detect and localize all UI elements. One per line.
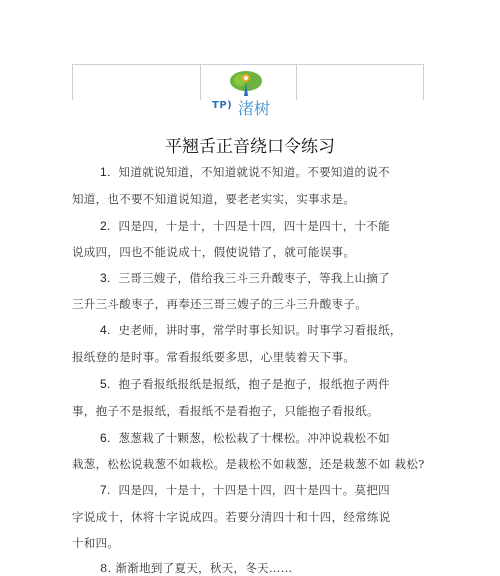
item-7-line2: 字说成十，休将十字说成四。若要分清四十和十四，经常练说 bbox=[72, 510, 391, 524]
item-4-line1 bbox=[72, 322, 460, 338]
item-3-line1 bbox=[72, 270, 460, 286]
item-text: 三哥三嫂子，借给我三斗三升酸枣子，等我上山摘了 bbox=[118, 271, 390, 285]
item-2-line2: 说成四，四也不能说成十，假使说错了，就可能误事。 bbox=[72, 245, 356, 259]
header-divider bbox=[200, 65, 201, 100]
item-number: 3. bbox=[100, 271, 111, 285]
item-6-line2: 栽葱，松松说栽葱不如栽松。是栽松不如栽葱，还是栽葱不如 栽松? bbox=[72, 457, 425, 471]
logo-tp-text: TP) bbox=[212, 100, 233, 111]
item-1-line2: 知道，也不要不知道说知道，要老老实实，实事求是。 bbox=[72, 192, 356, 206]
item-number: 7. bbox=[100, 483, 111, 497]
item-text: 葱葱栽了十颗葱，松松栽了十棵松。冲冲说栽松不如 bbox=[118, 431, 390, 445]
item-7-line1 bbox=[72, 482, 460, 498]
item-number: 5. bbox=[100, 377, 111, 391]
item-number: 2. bbox=[100, 219, 111, 233]
item-number: 4. bbox=[100, 323, 111, 337]
item-6-line1 bbox=[72, 430, 460, 446]
logo-name-text: 渚树 bbox=[238, 99, 271, 118]
item-text: 四是四，十是十，十四是十四，四十是四十。莫把四 bbox=[118, 483, 390, 497]
item-text: 抱子看报纸报纸是报纸，抱子是抱子，报纸抱子两件 bbox=[118, 377, 390, 391]
item-text: 四是四，十是十，十四是十四，四十是四十，十不能 bbox=[118, 219, 390, 233]
item-text: 史老师，讲时事，常学时事长知识。时事学习看报纸， bbox=[118, 323, 402, 337]
tree-logo-icon bbox=[228, 70, 264, 98]
header-divider bbox=[296, 65, 297, 100]
item-1-line1 bbox=[72, 164, 460, 180]
item-number: 6. bbox=[100, 431, 111, 445]
logo bbox=[212, 70, 282, 118]
item-number: 1. bbox=[100, 165, 111, 179]
item-8-partial: 8. 渐渐地到了夏天，秋天，冬天…… bbox=[100, 561, 293, 575]
item-4-line2: 报纸登的是时事。常看报纸要多思，心里装着天下事。 bbox=[72, 350, 356, 364]
page-title: 平翘舌正音绕口令练习 bbox=[165, 137, 335, 157]
item-5-line2: 事，抱子不是报纸，看报纸不是看抱子，只能抱子看报纸。 bbox=[72, 404, 379, 418]
item-2-line1 bbox=[72, 218, 460, 234]
item-7-line3: 十和四。 bbox=[72, 536, 120, 550]
item-3-line2: 三升三斗酸枣子，再奉还三哥三嫂子的三斗三升酸枣子。 bbox=[72, 297, 367, 311]
item-5-line1 bbox=[72, 376, 460, 392]
item-text: 知道就说知道，不知道就说不知道。不要知道的说不 bbox=[118, 165, 390, 179]
